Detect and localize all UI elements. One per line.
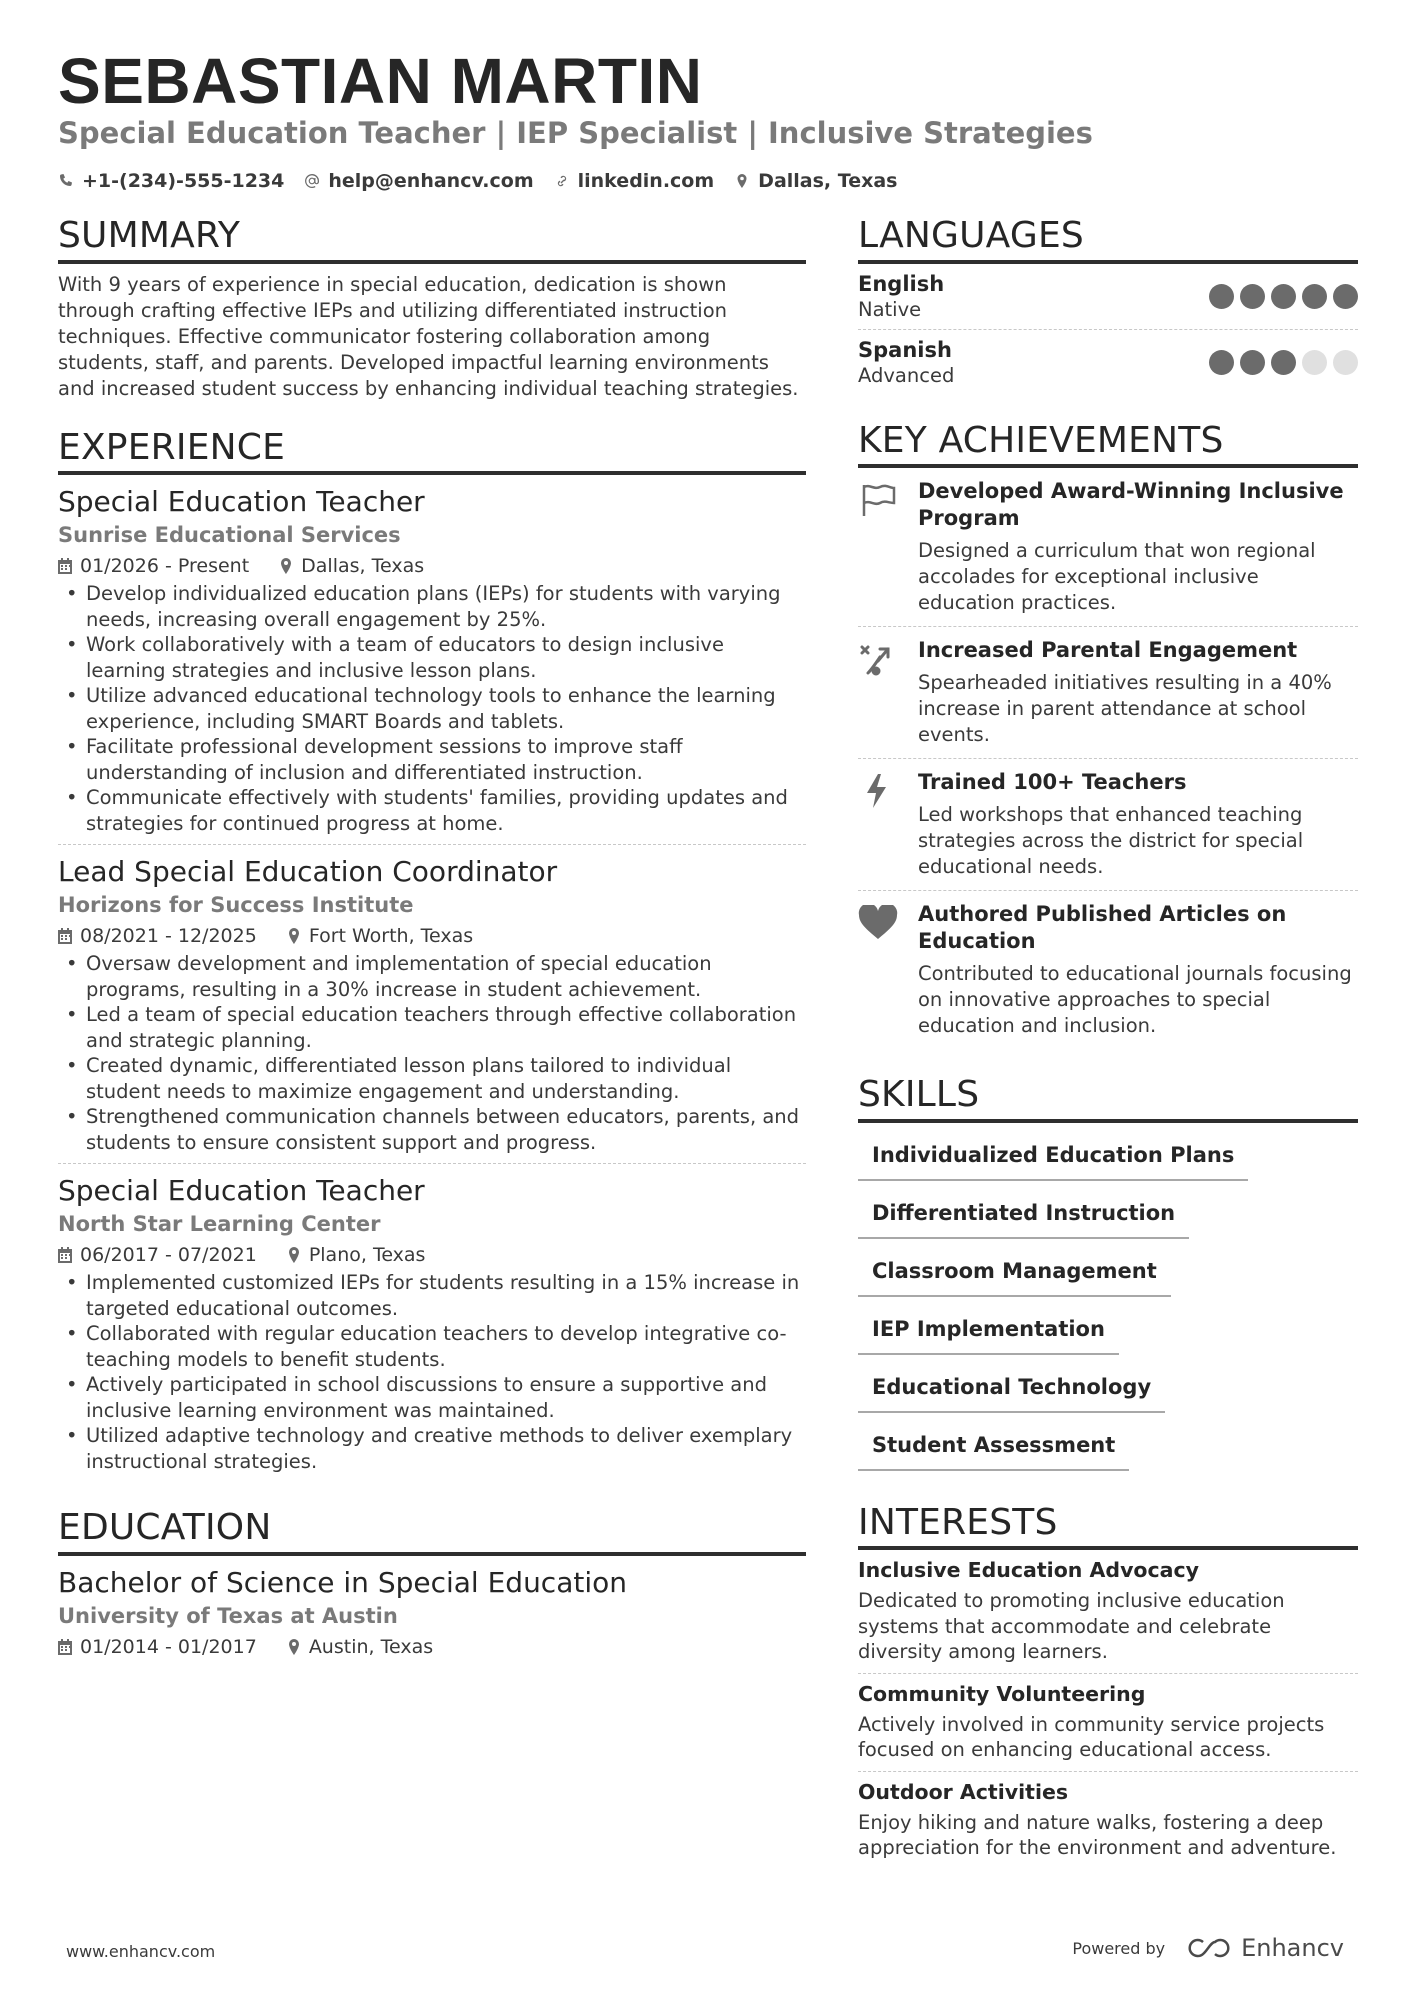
- location-pin-icon: [279, 558, 293, 574]
- interests-section: [858, 1503, 1358, 1869]
- enhancv-logo-icon: [1187, 1936, 1231, 1960]
- dates-text: 01/2014 - 01/2017: [80, 1635, 257, 1658]
- language-name: English: [858, 271, 945, 296]
- calendar-icon: [58, 928, 72, 944]
- dates-text: 06/2017 - 07/2021: [80, 1244, 257, 1267]
- job-bullet: • Implemented customized IEPs for students resulting in a 15% increase in targeted educational outcomes.: [58, 1270, 806, 1321]
- job-bullet: • Utilized adaptive technology and creative methods to deliver exemplary instructional strategies.: [58, 1423, 806, 1474]
- job-bullet: • Communicate effectively with students' families, providing updates and strategies for continued progress at home.: [58, 785, 806, 836]
- candidate-name: SEBASTIAN MARTIN: [58, 45, 703, 117]
- summary-text: With 9 years of experience in special education, dedication is shown through crafting effective IEPs and utilizing differentiated instruction techniques. Effective communicator fostering collaboration among students, staff, and parents. Developed impactful learning environments and increased student success by enhancing individual teaching strategies.: [58, 272, 799, 400]
- right-column: [858, 216, 1358, 1895]
- heart-icon: [858, 901, 898, 1039]
- job-dates: [58, 925, 257, 947]
- contact-bar: [58, 170, 897, 192]
- link-icon: [554, 173, 570, 189]
- powered-by-label: Powered by: [1072, 1938, 1166, 1958]
- job-bullet: • Strengthened communication channels between educators, parents, and students to ensure consistent support and progress.: [58, 1104, 806, 1155]
- interest-title: Outdoor Activities: [858, 1779, 1069, 1804]
- school-name: University of Texas at Austin: [58, 1603, 398, 1628]
- skill-tag: IEP Implementation: [858, 1303, 1119, 1355]
- contact-linkedin[interactable]: [554, 170, 715, 192]
- achievement-desc: Designed a curriculum that won regional accolades for exceptional inclusive education practices.: [918, 539, 1316, 615]
- job-bullet: • Created dynamic, differentiated lesson plans tailored to individual student needs to maximize engagement and understanding.: [58, 1053, 806, 1104]
- language-name: Spanish: [858, 337, 952, 362]
- language-level: Native: [858, 297, 922, 321]
- linkedin-text: linkedin.com: [577, 170, 715, 192]
- job-meta: [58, 925, 806, 947]
- calendar-icon: [58, 1639, 72, 1655]
- section-title-experience: EXPERIENCE: [58, 428, 806, 476]
- job-bullet: • Led a team of special education teachers through effective collaboration and strategic planning.: [58, 1002, 806, 1053]
- location-pin-icon: [734, 173, 750, 189]
- location-text: Fort Worth, Texas: [308, 925, 474, 948]
- job-meta: [58, 555, 806, 577]
- education-location: [287, 1636, 433, 1658]
- job-bullet: • Actively participated in school discussions to ensure a supportive and inclusive learning environment was maintained.: [58, 1372, 806, 1423]
- location-text: Dallas, Texas: [301, 555, 425, 578]
- achievement-item: [858, 627, 1358, 759]
- degree-title: Bachelor of Science in Special Education: [58, 1565, 627, 1599]
- job-bullet: • Facilitate professional development sessions to improve staff understanding of inclusion and differentiated instruction.: [58, 734, 806, 785]
- languages-section: [858, 216, 1358, 395]
- language-item: [858, 264, 1358, 330]
- section-title-languages: LANGUAGES: [858, 216, 1358, 264]
- achievement-desc: Contributed to educational journals focusing on innovative approaches to special education and inclusion.: [918, 962, 1352, 1038]
- achievement-title: Developed Award-Winning Inclusive Program: [918, 479, 1344, 531]
- section-title-achievements: KEY ACHIEVEMENTS: [858, 421, 1358, 469]
- rating-dot-empty: [1333, 350, 1358, 375]
- dates-text: 01/2026 - Present: [80, 555, 250, 578]
- section-title-summary: SUMMARY: [58, 216, 806, 264]
- job-title: Special Education Teacher: [58, 485, 425, 519]
- interest-item: [858, 1772, 1358, 1869]
- job-bullets: [58, 581, 806, 836]
- job-location: [287, 925, 473, 947]
- contact-phone[interactable]: [58, 170, 284, 192]
- interest-desc: Enjoy hiking and nature walks, fostering a deep appreciation for the environment and adventure.: [858, 1810, 1337, 1860]
- skills-section: [858, 1075, 1358, 1477]
- location-pin-icon: [287, 1247, 301, 1263]
- job-dates: [58, 1244, 257, 1266]
- interest-item: [858, 1550, 1358, 1674]
- rating-dot-filled: [1271, 350, 1296, 375]
- job-bullets: [58, 1270, 806, 1474]
- contact-email[interactable]: [304, 170, 533, 192]
- education-section: [58, 1508, 806, 1666]
- job-bullet: • Utilize advanced educational technology tools to enhance the learning experience, including SMART Boards and tablets.: [58, 683, 806, 734]
- language-rating: [1209, 284, 1358, 309]
- section-title-skills: SKILLS: [858, 1075, 1358, 1123]
- skill-tag: Individualized Education Plans: [858, 1129, 1248, 1181]
- language-level: Advanced: [858, 363, 955, 387]
- achievement-title: Increased Parental Engagement: [918, 638, 1298, 663]
- job-bullets: [58, 951, 806, 1155]
- company-name: Sunrise Educational Services: [58, 523, 401, 548]
- education-dates: [58, 1636, 257, 1658]
- candidate-tagline: Special Education Teacher | IEP Specialist | Inclusive Strategies: [58, 116, 1093, 150]
- interest-desc: Dedicated to promoting inclusive education systems that accommodate and celebrate diversity among learners.: [858, 1589, 1285, 1664]
- job-meta: [58, 1244, 806, 1266]
- language-item: [858, 330, 1358, 395]
- section-title-education: EDUCATION: [58, 1508, 806, 1556]
- rating-dot-filled: [1209, 284, 1234, 309]
- calendar-icon: [58, 558, 72, 574]
- footer-branding: [1072, 1934, 1344, 1962]
- skill-tag: Classroom Management: [858, 1245, 1171, 1297]
- interest-item: [858, 1674, 1358, 1772]
- company-name: North Star Learning Center: [58, 1212, 381, 1237]
- brand-logo[interactable]: [1187, 1934, 1344, 1962]
- summary-section: [58, 216, 806, 402]
- lightning-icon: [858, 769, 898, 880]
- at-icon: [304, 173, 320, 189]
- experience-section: [58, 428, 806, 1483]
- skill-tag: Student Assessment: [858, 1419, 1129, 1471]
- skills-list: [858, 1129, 1358, 1477]
- rating-dot-empty: [1302, 350, 1327, 375]
- achievement-item: [858, 759, 1358, 891]
- experience-entry: [58, 845, 806, 1164]
- strategy-icon: [858, 637, 898, 748]
- location-text: Plano, Texas: [308, 1244, 426, 1267]
- achievement-item: [858, 891, 1358, 1049]
- achievement-desc: Led workshops that enhanced teaching strategies across the district for special educational needs.: [918, 803, 1304, 879]
- education-entry: [58, 1556, 806, 1666]
- achievement-item: [858, 468, 1358, 627]
- interest-desc: Actively involved in community service projects focused on enhancing educational access.: [858, 1712, 1325, 1762]
- rating-dot-filled: [1333, 284, 1358, 309]
- email-text: help@enhancv.com: [328, 170, 534, 192]
- job-title: Lead Special Education Coordinator: [58, 855, 558, 889]
- calendar-icon: [58, 1247, 72, 1263]
- company-name: Horizons for Success Institute: [58, 893, 414, 918]
- footer-website[interactable]: www.enhancv.com: [66, 1942, 216, 1961]
- location-pin-icon: [287, 1639, 301, 1655]
- flag-icon: [858, 478, 898, 616]
- job-location: [287, 1244, 426, 1266]
- rating-dot-filled: [1271, 284, 1296, 309]
- dates-text: 08/2021 - 12/2025: [80, 925, 257, 948]
- phone-text: +1-(234)-555-1234: [82, 170, 285, 192]
- location-text: Dallas, Texas: [758, 170, 898, 192]
- achievement-title: Authored Published Articles on Education: [918, 902, 1287, 954]
- achievement-desc: Spearheaded initiatives resulting in a 40% increase in parent attendance at school events.: [918, 671, 1332, 747]
- job-bullet: • Collaborated with regular education teachers to develop integrative co-teaching models to benefit students.: [58, 1321, 806, 1372]
- section-title-interests: INTERESTS: [858, 1503, 1358, 1551]
- skill-tag: Educational Technology: [858, 1361, 1165, 1413]
- rating-dot-filled: [1209, 350, 1234, 375]
- brand-name: Enhancv: [1241, 1934, 1344, 1962]
- job-bullet: • Oversaw development and implementation of special education programs, resulting in a 30% increase in student achievement.: [58, 951, 806, 1002]
- left-column: [58, 216, 806, 1692]
- location-text: Austin, Texas: [308, 1635, 434, 1658]
- phone-icon: [58, 173, 74, 189]
- job-dates: [58, 555, 249, 577]
- rating-dot-filled: [1240, 350, 1265, 375]
- job-title: Special Education Teacher: [58, 1174, 425, 1208]
- skill-tag: Differentiated Instruction: [858, 1187, 1189, 1239]
- contact-location: [734, 170, 897, 192]
- interest-title: Community Volunteering: [858, 1681, 1146, 1706]
- job-bullet: • Develop individualized education plans (IEPs) for students with varying needs, increasing overall engagement by 25%.: [58, 581, 806, 632]
- experience-entry: [58, 1164, 806, 1482]
- interest-title: Inclusive Education Advocacy: [858, 1558, 1200, 1583]
- achievement-title: Trained 100+ Teachers: [918, 770, 1187, 795]
- job-bullet: • Work collaboratively with a team of educators to design inclusive learning strategies and inclusive lesson plans.: [58, 632, 806, 683]
- rating-dot-filled: [1240, 284, 1265, 309]
- job-location: [279, 555, 424, 577]
- location-pin-icon: [287, 928, 301, 944]
- education-meta: [58, 1636, 806, 1658]
- achievements-section: [858, 421, 1358, 1050]
- experience-entry: [58, 475, 806, 845]
- rating-dot-filled: [1302, 284, 1327, 309]
- language-rating: [1209, 350, 1358, 375]
